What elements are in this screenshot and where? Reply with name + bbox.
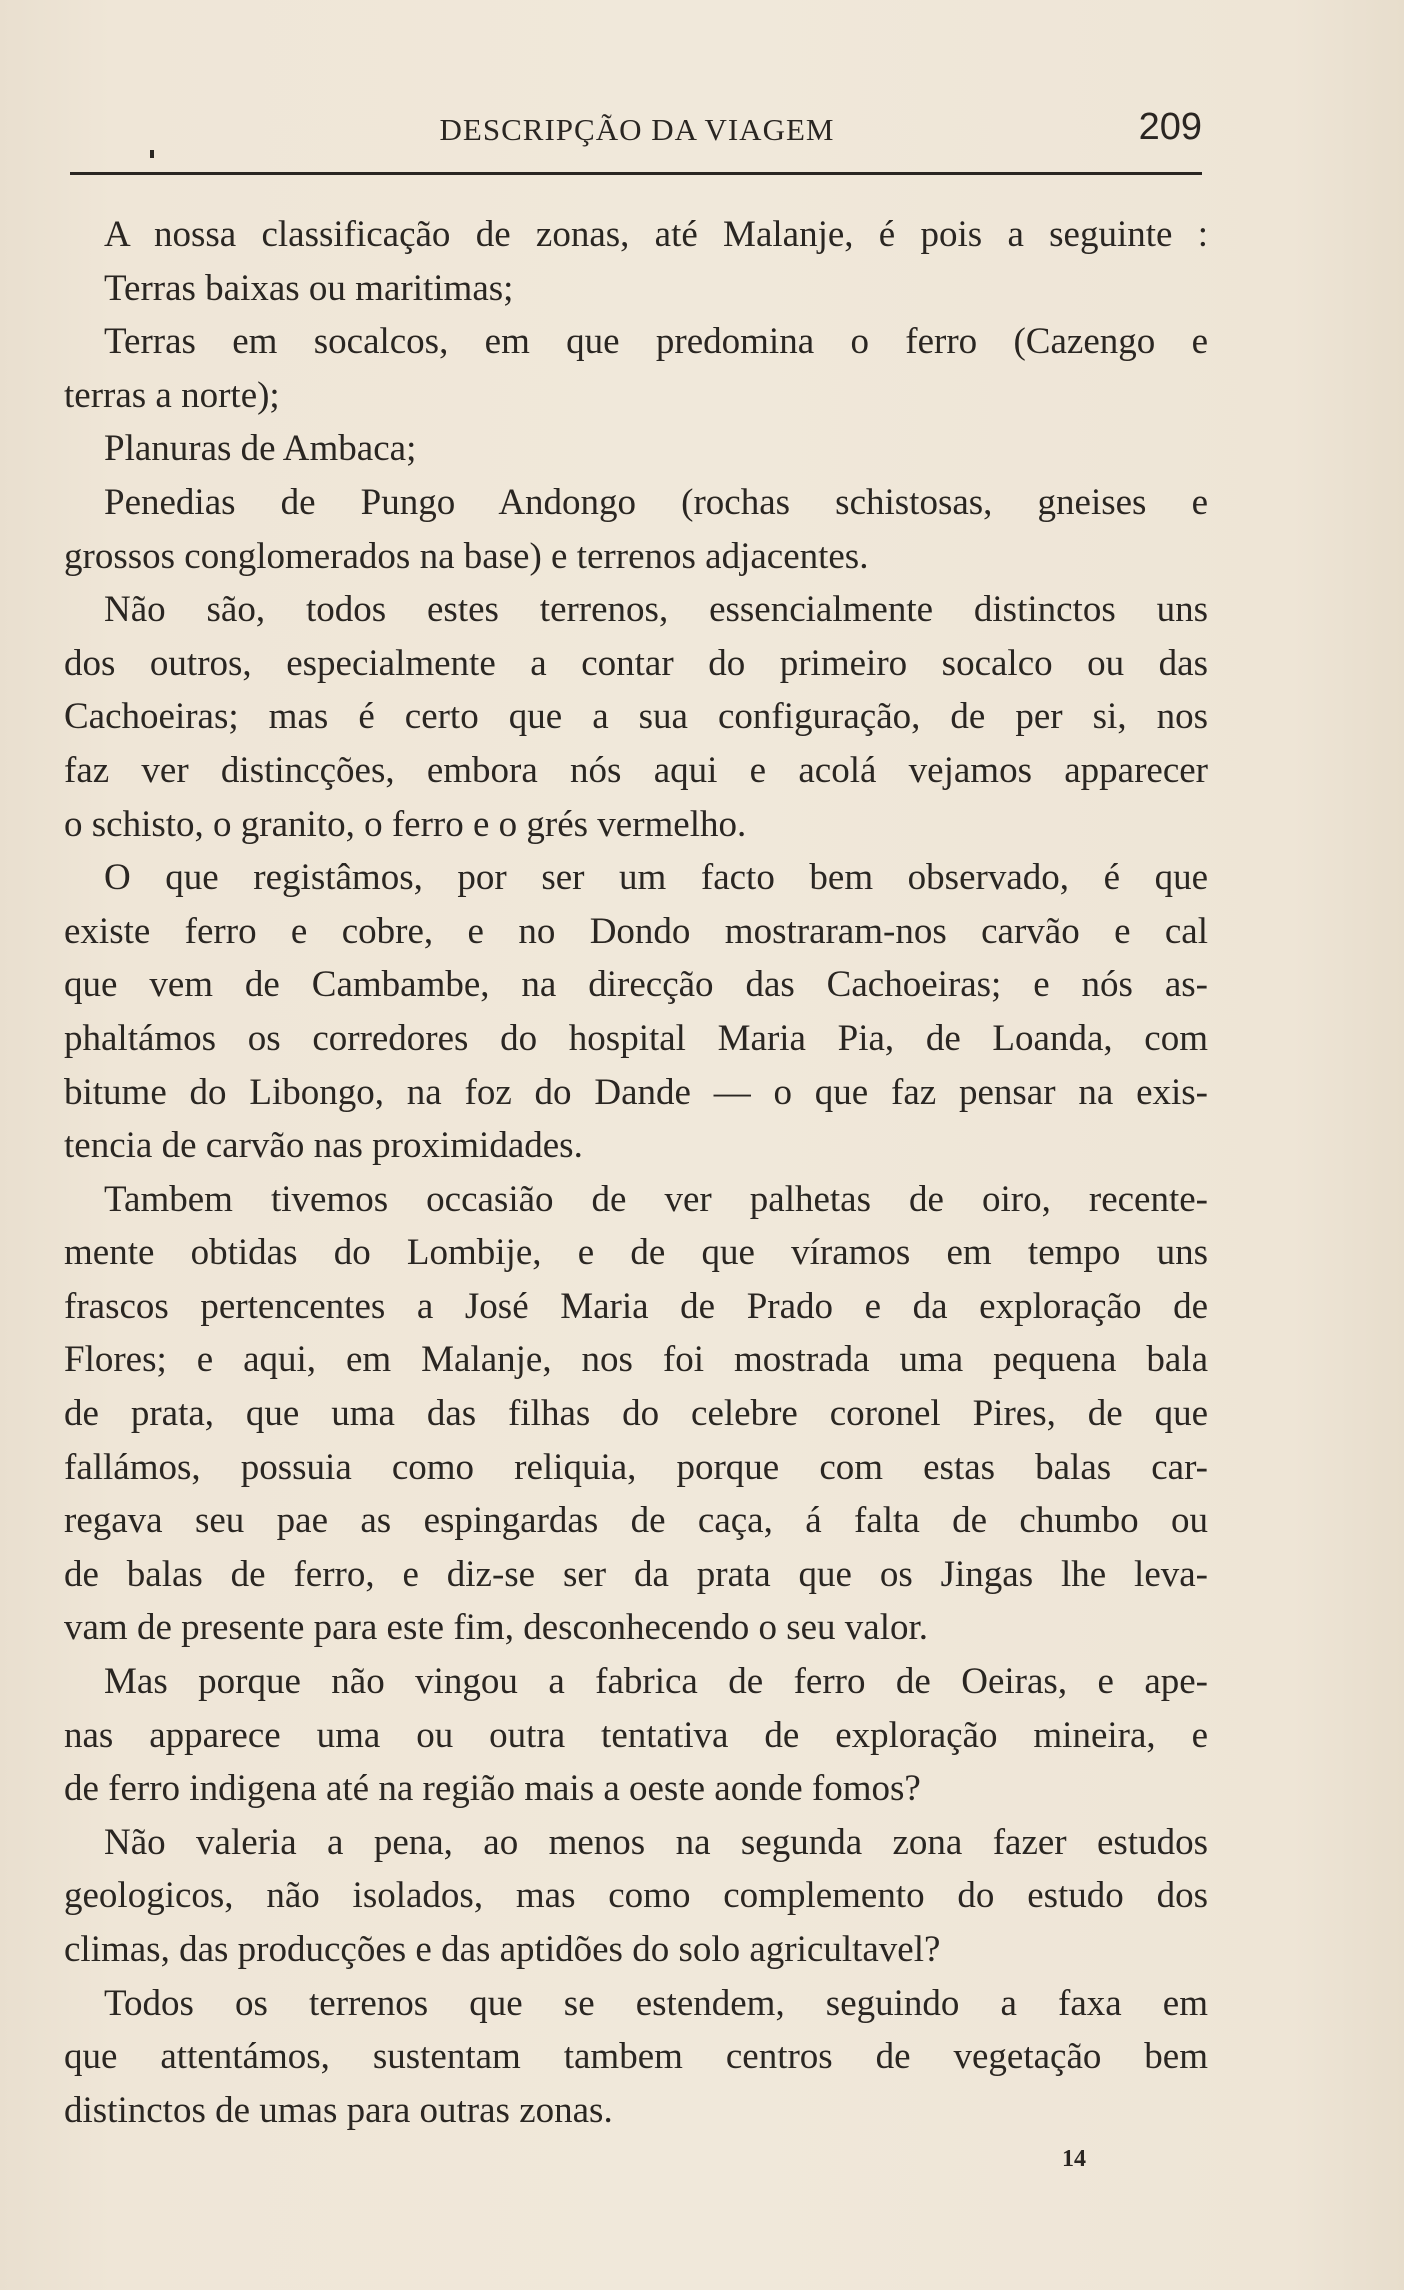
- text-line: vam de presente para este fim, desconhecendo o seu valor.: [64, 1607, 929, 1649]
- signature-mark: 14: [1062, 2146, 1086, 2172]
- text-line: Flores; e aqui, em Malanje, nos foi mostrada uma pequena bala: [64, 1339, 1208, 1381]
- text-line: tencia de carvão nas proximidades.: [64, 1125, 583, 1167]
- text-line: Tambem tivemos occasião de ver palhetas de oiro, recente-: [104, 1178, 1208, 1220]
- text-line: que attentámos, sustentam tambem centros de vegetação bem: [64, 2036, 1208, 2078]
- text-line: Mas porque não vingou a fabrica de ferro de Oeiras, e ape-: [104, 1661, 1208, 1703]
- text-line: frascos pertencentes a José Maria de Prado e da exploração de: [64, 1285, 1208, 1327]
- text-line: geologicos, não isolados, mas como complemento do estudo dos: [64, 1875, 1208, 1917]
- text-line: terras a norte);: [64, 374, 280, 416]
- text-line: A nossa classificação de zonas, até Malanje, é pois a seguinte :: [104, 214, 1208, 255]
- text-line: regava seu pae as espingardas de caça, á falta de chumbo ou: [64, 1500, 1208, 1542]
- running-head: [72, 106, 1202, 156]
- text-line: Planuras de Ambaca;: [104, 428, 417, 470]
- text-line: phaltámos os corredores do hospital Maria Pia, de Loanda, com: [64, 1017, 1208, 1059]
- text-line: de balas de ferro, e diz-se ser da prata que os Jingas lhe leva-: [64, 1553, 1208, 1595]
- text-line: Todos os terrenos que se estendem, seguindo a faxa em: [104, 1982, 1208, 2024]
- text-line: de prata, que uma das filhas do celebre coronel Pires, de que: [64, 1393, 1208, 1435]
- text-line: o schisto, o granito, o ferro e o grés vermelho.: [64, 803, 747, 845]
- text-line: faz ver distincções, embora nós aqui e acolá vejamos apparecer: [64, 749, 1208, 791]
- text-line: Penedias de Pungo Andongo (rochas schistosas, gneises e: [104, 481, 1208, 523]
- text-line: Terras baixas ou maritimas;: [104, 267, 514, 309]
- text-line: O que registâmos, por ser um facto bem observado, é que: [104, 857, 1208, 899]
- text-line: que vem de Cambambe, na direcção das Cachoeiras; e nós as-: [64, 964, 1208, 1006]
- text-line: existe ferro e cobre, e no Dondo mostraram-nos carvão e cal: [64, 910, 1208, 952]
- text-line: distinctos de umas para outras zonas.: [64, 2089, 613, 2131]
- text-line: fallámos, possuia como reliquia, porque com estas balas car-: [64, 1446, 1208, 1488]
- text-line: Não são, todos estes terrenos, essencialmente distinctos uns: [104, 589, 1208, 631]
- header-dot: [150, 150, 154, 158]
- text-line: Terras em socalcos, em que predomina o ferro (Cazengo e: [104, 321, 1208, 363]
- page-number: 209: [1138, 106, 1202, 148]
- text-line: dos outros, especialmente a contar do primeiro socalco ou das: [64, 642, 1208, 684]
- text-line: nas apparece uma ou outra tentativa de exploração mineira, e: [64, 1714, 1208, 1756]
- running-title: DESCRIPÇÃO DA VIAGEM: [439, 112, 835, 147]
- text-line: grossos conglomerados na base) e terrenos adjacentes.: [64, 535, 869, 577]
- header-rule: [70, 172, 1202, 175]
- body-text: [64, 208, 1208, 2137]
- text-line: bitume do Libongo, na foz do Dande — o que faz pensar na exis-: [64, 1071, 1208, 1113]
- text-line: climas, das producções e das aptidões do solo agricultavel?: [64, 1929, 941, 1970]
- text-line: Não valeria a pena, ao menos na segunda zona fazer estudos: [104, 1821, 1208, 1863]
- text-line: Cachoeiras; mas é certo que a sua configuração, de per si, nos: [64, 696, 1208, 738]
- text-line: de ferro indigena até na região mais a oeste aonde fomos?: [64, 1768, 921, 1810]
- text-line: mente obtidas do Lombije, e de que víramos em tempo uns: [64, 1232, 1208, 1274]
